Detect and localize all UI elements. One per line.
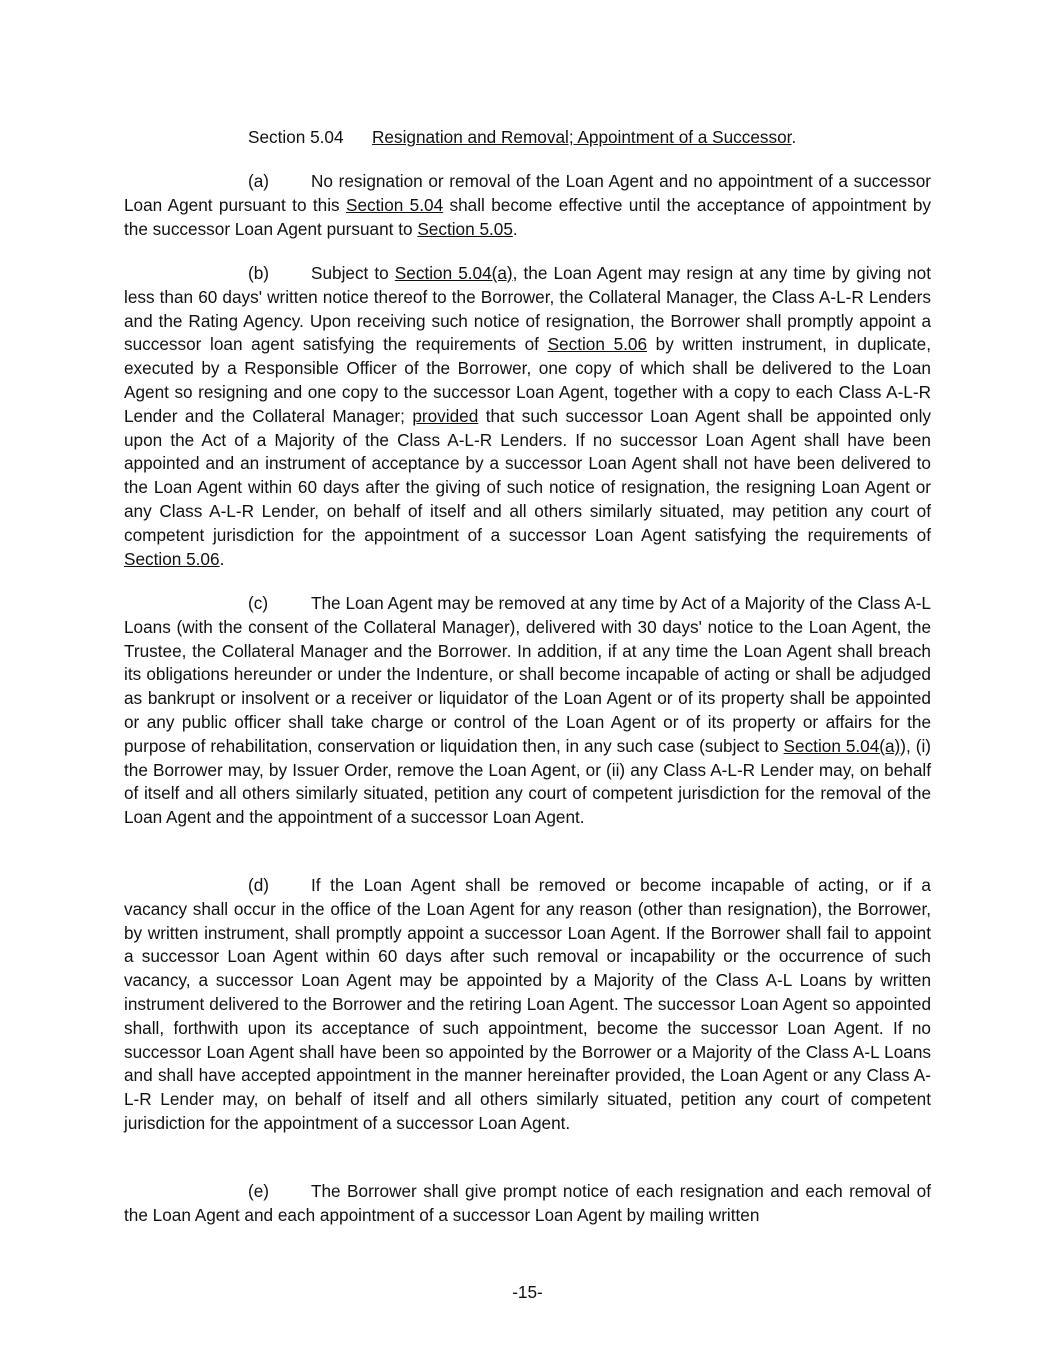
paragraph-label: (a) <box>248 171 270 191</box>
paragraph-text: that such successor Loan Agent shall be appointed only upon the Act of a Majority of the Class A-L-R Lenders. If no successor Loan Agent shall have been appointed and an instrument of acceptance by a successor Loan Agent shall not have been delivered to the Loan Agent within 60 days after the giving of such notice of resignation, the resigning Loan Agent or any Class A-L-R Lender, on behalf of itself and all others similarly situated, may petition any court of competent jurisdiction for the appointment of a successor Loan Agent satisfying the requirements of <box>124 405 931 545</box>
paragraph-label: (c) <box>248 593 269 613</box>
cross-reference: Section 5.06 <box>124 548 220 569</box>
paragraph-e <box>124 1180 931 1228</box>
cross-reference: Section 5.04(a) <box>783 735 901 756</box>
cross-reference: Section 5.04(a) <box>394 263 513 283</box>
section-heading <box>248 126 796 150</box>
paragraph-label: (d) <box>248 875 270 895</box>
paragraph-text: shall become effective until the acceptance of appointment by the successor Loan Agent pursuant to <box>124 194 932 239</box>
paragraph-text: The Loan Agent may be removed at any time by Act of a Majority of the Class A-L Loans (with the consent of the Collateral Manager), delivered with 30 days' notice to the Loan Agent, the Trustee, the Collateral Manager and the Borrower. In addition, if at any time the Loan Agent shall breach its obligations hereunder or under the Indenture, or shall become incapable of acting or shall be adjudged as bankrupt or insolvent or a receiver or liquidator of the Loan Agent or of its property shall be appointed or any public officer shall take charge or control of the Loan Agent or of its property or affairs for the purpose of rehabilitation, conservation or liquidation then, in any such case (subject to <box>124 593 931 756</box>
paragraph-text: , the Loan Agent may resign at any time by giving not less than 60 days' written notice thereof to the Borrower, the Collateral Manager, the Class A-L-R Lenders and the Rating Agency. Upon receiving such notice of resignation, the Borrower shall promptly appoint a successor loan agent satisfying the requirements of <box>124 263 931 355</box>
paragraph-c <box>124 592 931 830</box>
paragraph-b <box>124 262 931 571</box>
cross-reference: Section 5.06 <box>547 334 648 355</box>
section-title-period: . <box>791 127 797 147</box>
paragraph-text: . <box>219 548 225 569</box>
paragraph-label: (b) <box>248 263 270 283</box>
paragraph-d <box>124 874 931 1136</box>
paragraph-text: The Borrower shall give prompt notice of each resignation and each removal of the Loan Agent and each appointment of a successor Loan Agent by mailing written <box>124 1181 931 1225</box>
paragraph-text: by written instrument, in duplicate, executed by a Responsible Officer of the Borrower, one copy of which shall be delivered to the Loan Agent so resigning and one copy to the successor Loan Agent, together with a copy to each Class A-L-R Lender and the Collateral Manager; <box>124 334 932 426</box>
paragraph-text: Subject to <box>311 263 395 283</box>
section-number: Section 5.04 <box>248 127 344 147</box>
paragraph-text: . <box>512 218 518 239</box>
page-number: -15- <box>512 1282 543 1302</box>
paragraph-label: (e) <box>248 1181 270 1201</box>
paragraph-text: ), (i) the Borrower may, by Issuer Order, remove the Loan Agent, or (ii) any Class A-L-R Lender may, on behalf of itself and all others similarly situated, petition any court of competent jurisdiction for the removal of the Loan Agent and the appointment of a successor Loan Agent. <box>124 735 931 828</box>
paragraph-a <box>124 170 931 241</box>
paragraph-text: If the Loan Agent shall be removed or become incapable of acting, or if a vacancy shall occur in the office of the Loan Agent for any reason (other than resignation), the Borrower, by written instrument, shall promptly appoint a successor Loan Agent. If the Borrower shall fail to appoint a successor Loan Agent within 60 days after such removal or incapability or the occurrence of such vacancy, a successor Loan Agent may be appointed by a Majority of the Class A-L Loans by written instrument delivered to the Borrower and the retiring Loan Agent. The successor Loan Agent so appointed shall, forthwith upon its acceptance of such appointment, become the successor Loan Agent. If no successor Loan Agent shall have been so appointed by the Borrower or a Majority of the Class A-L Loans and shall have accepted appointment in the manner hereinafter provided, the Loan Agent or any Class A-L-R Lender may, on behalf of itself and all others similarly situated, petition any court of competent jurisdiction for the appointment of a successor Loan Agent. <box>124 875 931 1133</box>
paragraph-text: No resignation or removal of the Loan Agent and no appointment of a successor Loan Agent pursuant to this <box>124 171 931 215</box>
cross-reference: Section 5.04 <box>345 194 444 215</box>
cross-reference: provided <box>412 405 479 426</box>
section-title: Resignation and Removal; Appointment of a Successor <box>372 127 792 147</box>
cross-reference: Section 5.05 <box>417 218 513 239</box>
